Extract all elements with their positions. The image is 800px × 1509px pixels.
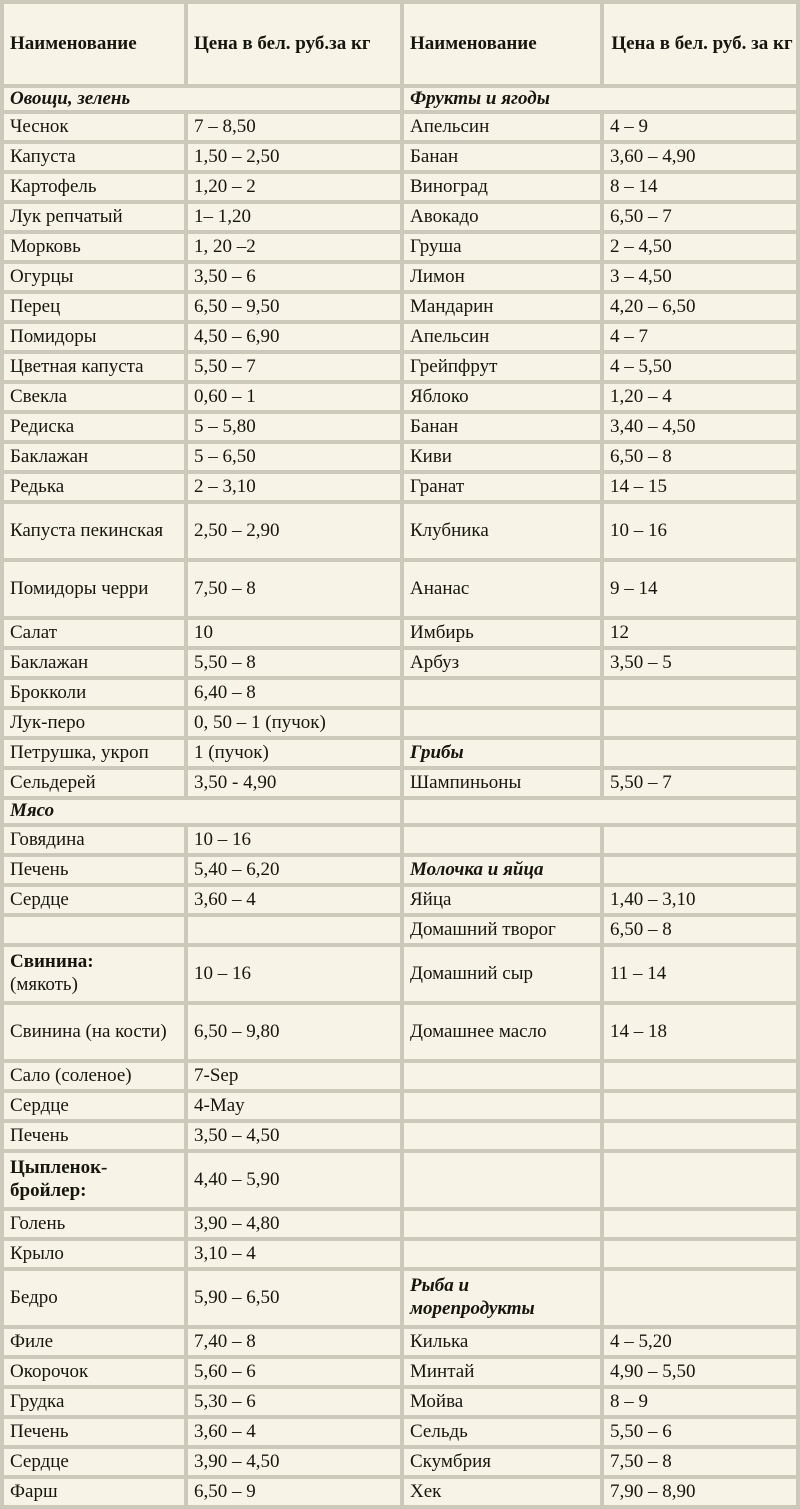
product-name-cell: Баклажан [4, 650, 184, 676]
table-row [4, 414, 796, 440]
product-name-cell: Клубника [404, 504, 600, 558]
price-cell: 6,50 – 9,50 [188, 294, 400, 320]
price-cell: 5,50 – 8 [188, 650, 400, 676]
product-name-cell [404, 680, 600, 706]
price-cell: 11 – 14 [604, 947, 796, 1001]
price-cell: 2 – 3,10 [188, 474, 400, 500]
price-cell: 12 [604, 620, 796, 646]
price-cell: 1,50 – 2,50 [188, 144, 400, 170]
column-header-name: Наименование [4, 4, 184, 84]
product-name-cell: Имбирь [404, 620, 600, 646]
price-cell: 4 – 7 [604, 324, 796, 350]
price-cell: 5,50 – 7 [604, 770, 796, 796]
price-cell [604, 1063, 796, 1089]
column-header-price: Цена в бел. руб. за кг [604, 4, 796, 84]
product-name-cell: Рыба и морепродукты [404, 1271, 600, 1325]
price-cell: 3,50 - 4,90 [188, 770, 400, 796]
price-cell: 0,60 – 1 [188, 384, 400, 410]
product-name-cell: Цветная капуста [4, 354, 184, 380]
price-cell: 6,50 – 9,80 [188, 1005, 400, 1059]
table-row [4, 827, 796, 853]
price-cell: 3,50 – 5 [604, 650, 796, 676]
price-cell: 4-May [188, 1093, 400, 1119]
price-cell: 10 [188, 620, 400, 646]
product-name-cell: Сельдерей [4, 770, 184, 796]
table-row [4, 114, 796, 140]
product-name-cell: Голень [4, 1211, 184, 1237]
product-name-cell [404, 827, 600, 853]
table-row [4, 474, 796, 500]
product-name-cell: Окорочок [4, 1359, 184, 1385]
price-cell: 4,20 – 6,50 [604, 294, 796, 320]
product-name-cell: Брокколи [4, 680, 184, 706]
price-cell: 0, 50 – 1 (пучок) [188, 710, 400, 736]
price-cell: 3,50 – 4,50 [188, 1123, 400, 1149]
table-row [4, 294, 796, 320]
price-cell: 7 – 8,50 [188, 114, 400, 140]
product-name-cell: Свекла [4, 384, 184, 410]
price-cell: 5,60 – 6 [188, 1359, 400, 1385]
product-name-cell: Лук репчатый [4, 204, 184, 230]
table-row [4, 324, 796, 350]
table-row [4, 234, 796, 260]
price-cell: 3,90 – 4,50 [188, 1449, 400, 1475]
price-cell: 3,50 – 6 [188, 264, 400, 290]
product-name-cell: Фарш [4, 1479, 184, 1505]
product-name-cell [404, 710, 600, 736]
price-cell [604, 1271, 796, 1325]
price-cell: 4,50 – 6,90 [188, 324, 400, 350]
product-name-cell: Редиска [4, 414, 184, 440]
price-cell: 1,40 – 3,10 [604, 887, 796, 913]
table-row [4, 947, 796, 1001]
table-row [4, 444, 796, 470]
price-cell: 6,50 – 8 [604, 917, 796, 943]
product-name-cell: Киви [404, 444, 600, 470]
price-cell [604, 1093, 796, 1119]
product-name-cell: Килька [404, 1329, 600, 1355]
table-row [4, 1153, 796, 1207]
price-cell: 5,30 – 6 [188, 1389, 400, 1415]
column-header-name: Наименование [404, 4, 600, 84]
product-name-cell: Яблоко [404, 384, 600, 410]
product-name-cell: Печень [4, 857, 184, 883]
cell-line: Свинина: [10, 951, 94, 973]
price-cell: 10 – 16 [604, 504, 796, 558]
product-name-cell: Гранат [404, 474, 600, 500]
product-name-cell: Виноград [404, 174, 600, 200]
table-row [4, 1359, 796, 1385]
table-row [4, 857, 796, 883]
product-name-cell: Молочка и яйца [404, 857, 600, 883]
product-name-cell: Яйца [404, 887, 600, 913]
table-row [4, 1005, 796, 1059]
product-name-cell [404, 1123, 600, 1149]
price-cell [604, 1241, 796, 1267]
table-row [4, 88, 796, 110]
product-name-cell: Свинина (на кости) [4, 1005, 184, 1059]
product-name-cell: Помидоры черри [4, 562, 184, 616]
product-name-cell [404, 1211, 600, 1237]
product-name-cell: Домашний творог [404, 917, 600, 943]
price-cell: 8 – 9 [604, 1389, 796, 1415]
product-name-cell: Цыпленок-бройлер: [4, 1153, 184, 1207]
price-cell: 4 – 5,50 [604, 354, 796, 380]
table-row [4, 1479, 796, 1505]
price-cell [604, 1123, 796, 1149]
product-name-cell [4, 947, 184, 1001]
price-cell [604, 1211, 796, 1237]
table-row [4, 650, 796, 676]
table-row [4, 1211, 796, 1237]
product-name-cell: Банан [404, 414, 600, 440]
table-row [4, 1241, 796, 1267]
price-cell: 1,20 – 2 [188, 174, 400, 200]
product-name-cell: Морковь [4, 234, 184, 260]
price-cell: 3 – 4,50 [604, 264, 796, 290]
price-cell: 8 – 14 [604, 174, 796, 200]
table-row [4, 562, 796, 616]
table-row [4, 917, 796, 943]
table-row [4, 504, 796, 558]
price-cell: 7,40 – 8 [188, 1329, 400, 1355]
price-cell: 5,90 – 6,50 [188, 1271, 400, 1325]
price-cell: 4,40 – 5,90 [188, 1153, 400, 1207]
table-row [4, 1093, 796, 1119]
product-name-cell: Сердце [4, 887, 184, 913]
product-name-cell: Грибы [404, 740, 600, 766]
header-row [4, 4, 796, 84]
table-row [4, 1123, 796, 1149]
table-body [4, 88, 796, 1505]
table-header [4, 4, 796, 84]
price-cell: 5,40 – 6,20 [188, 857, 400, 883]
price-cell: 1, 20 –2 [188, 234, 400, 260]
table-row [4, 887, 796, 913]
price-cell [188, 917, 400, 943]
product-name-cell [404, 1241, 600, 1267]
product-name-cell: Говядина [4, 827, 184, 853]
product-name-cell: Овощи, зелень [4, 88, 400, 110]
table-row [4, 354, 796, 380]
price-cell [604, 1153, 796, 1207]
table-row [4, 1419, 796, 1445]
product-name-cell: Чеснок [4, 114, 184, 140]
table-row [4, 620, 796, 646]
product-name-cell: Ананас [404, 562, 600, 616]
product-name-cell: Апельсин [404, 114, 600, 140]
product-name-cell: Филе [4, 1329, 184, 1355]
table-row [4, 1389, 796, 1415]
product-name-cell: Перец [4, 294, 184, 320]
table-row [4, 1449, 796, 1475]
product-name-cell: Печень [4, 1123, 184, 1149]
product-name-cell: Апельсин [404, 324, 600, 350]
product-name-cell: Картофель [4, 174, 184, 200]
product-name-cell: Мясо [4, 800, 400, 822]
price-cell: 7,50 – 8 [188, 562, 400, 616]
table-row [4, 174, 796, 200]
price-cell [404, 800, 796, 822]
product-name-cell: Хек [404, 1479, 600, 1505]
price-cell: 6,50 – 8 [604, 444, 796, 470]
price-cell: 4 – 9 [604, 114, 796, 140]
price-cell: 4,90 – 5,50 [604, 1359, 796, 1385]
price-cell: 5,50 – 6 [604, 1419, 796, 1445]
table-row [4, 800, 796, 822]
product-name-cell: Авокадо [404, 204, 600, 230]
product-name-cell: Бедро [4, 1271, 184, 1325]
product-name-cell [4, 917, 184, 943]
table-row [4, 144, 796, 170]
table-row [4, 680, 796, 706]
price-cell: 6,50 – 9 [188, 1479, 400, 1505]
table-row [4, 204, 796, 230]
product-name-cell: Мандарин [404, 294, 600, 320]
product-name-cell: Капуста пекинская [4, 504, 184, 558]
product-name-cell: Помидоры [4, 324, 184, 350]
product-name-cell: Скумбрия [404, 1449, 600, 1475]
table-row [4, 770, 796, 796]
product-name-cell [404, 1153, 600, 1207]
product-name-cell: Минтай [404, 1359, 600, 1385]
price-cell: 10 – 16 [188, 827, 400, 853]
product-name-cell: Лук-перо [4, 710, 184, 736]
price-cell: Фрукты и ягоды [404, 88, 796, 110]
price-cell: 7,90 – 8,90 [604, 1479, 796, 1505]
product-name-cell: Домашний сыр [404, 947, 600, 1001]
price-cell: 5 – 5,80 [188, 414, 400, 440]
product-name-cell: Капуста [4, 144, 184, 170]
table-row [4, 1329, 796, 1355]
product-name-cell: Груша [404, 234, 600, 260]
product-name-cell: Сало (соленое) [4, 1063, 184, 1089]
price-cell [604, 740, 796, 766]
product-name-cell: Баклажан [4, 444, 184, 470]
price-cell: 1 (пучок) [188, 740, 400, 766]
price-cell: 9 – 14 [604, 562, 796, 616]
product-name-cell [404, 1063, 600, 1089]
product-name-cell: Домашнее масло [404, 1005, 600, 1059]
table-row [4, 710, 796, 736]
price-cell: 10 – 16 [188, 947, 400, 1001]
table-row [4, 1271, 796, 1325]
price-cell: 6,50 – 7 [604, 204, 796, 230]
price-cell: 4 – 5,20 [604, 1329, 796, 1355]
product-name-cell: Салат [4, 620, 184, 646]
table-row [4, 740, 796, 766]
product-name-cell: Крыло [4, 1241, 184, 1267]
price-cell: 5,50 – 7 [188, 354, 400, 380]
product-name-cell [404, 1093, 600, 1119]
price-cell: 3,10 – 4 [188, 1241, 400, 1267]
price-cell: 3,90 – 4,80 [188, 1211, 400, 1237]
price-cell [604, 827, 796, 853]
price-cell: 6,40 – 8 [188, 680, 400, 706]
product-name-cell: Лимон [404, 264, 600, 290]
product-name-cell: Печень [4, 1419, 184, 1445]
price-cell: 1,20 – 4 [604, 384, 796, 410]
price-cell: 2,50 – 2,90 [188, 504, 400, 558]
price-cell: 2 – 4,50 [604, 234, 796, 260]
table-row [4, 384, 796, 410]
price-cell: 5 – 6,50 [188, 444, 400, 470]
product-name-cell: Петрушка, укроп [4, 740, 184, 766]
product-name-cell: Банан [404, 144, 600, 170]
price-cell: 3,60 – 4 [188, 1419, 400, 1445]
column-header-price: Цена в бел. руб.за кг [188, 4, 400, 84]
product-name-cell: Арбуз [404, 650, 600, 676]
product-name-cell: Огурцы [4, 264, 184, 290]
product-name-cell: Мойва [404, 1389, 600, 1415]
product-name-cell: Сердце [4, 1449, 184, 1475]
price-cell: 7,50 – 8 [604, 1449, 796, 1475]
price-cell: 3,40 – 4,50 [604, 414, 796, 440]
product-name-cell: Сердце [4, 1093, 184, 1119]
price-cell: 14 – 18 [604, 1005, 796, 1059]
product-name-cell: Редька [4, 474, 184, 500]
product-name-cell: Сельдь [404, 1419, 600, 1445]
cell-line: (мякоть) [10, 973, 78, 995]
price-cell: 7-Sep [188, 1063, 400, 1089]
price-cell [604, 857, 796, 883]
table-row [4, 1063, 796, 1089]
product-name-cell: Грудка [4, 1389, 184, 1415]
price-cell [604, 710, 796, 736]
product-name-cell: Грейпфрут [404, 354, 600, 380]
table-row [4, 264, 796, 290]
price-cell [604, 680, 796, 706]
price-cell: 14 – 15 [604, 474, 796, 500]
price-cell: 3,60 – 4 [188, 887, 400, 913]
price-cell: 3,60 – 4,90 [604, 144, 796, 170]
product-name-cell: Шампиньоны [404, 770, 600, 796]
price-cell: 1– 1,20 [188, 204, 400, 230]
